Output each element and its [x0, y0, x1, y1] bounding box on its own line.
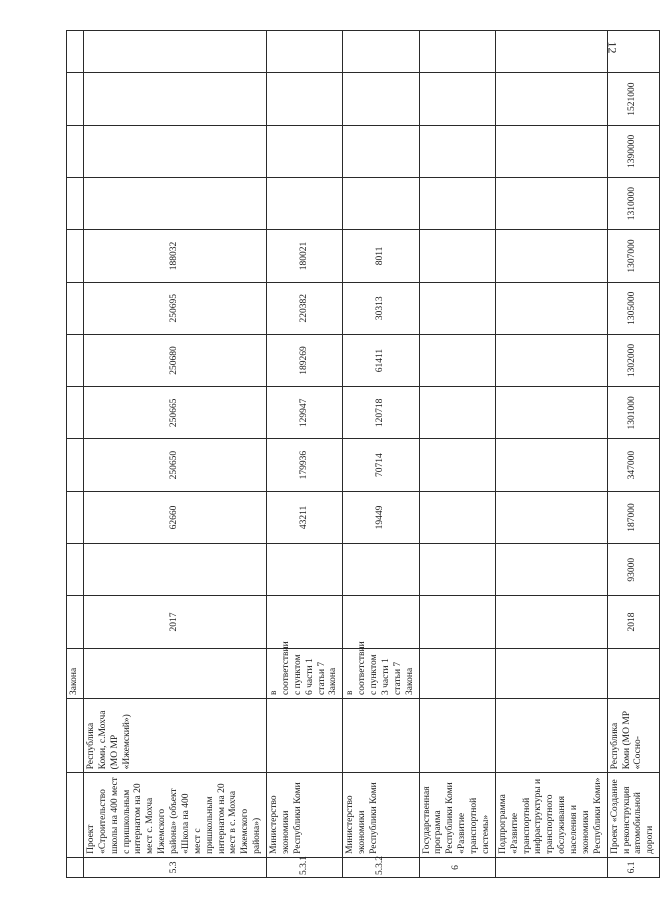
- value-cell: [495, 491, 607, 543]
- value-cell: [83, 73, 266, 125]
- value-cell: 1310000: [607, 178, 660, 230]
- value-cell: [83, 178, 266, 230]
- empty-cell: [495, 31, 607, 73]
- value-cell: 250650: [83, 439, 266, 491]
- empty-cell: [83, 31, 266, 73]
- project-location: [419, 698, 495, 772]
- total-value: [419, 544, 495, 596]
- project-location: [495, 698, 607, 772]
- empty-cell: [267, 31, 343, 73]
- table-header-row: [67, 31, 84, 878]
- program-name: Государственная программа Республики Коми «Развитие транспортной системы»: [419, 773, 495, 857]
- value-cell: [419, 491, 495, 543]
- value-cell: 19449: [343, 491, 419, 543]
- value-cell: [495, 73, 607, 125]
- table-row: [607, 31, 660, 878]
- value-cell: [267, 125, 343, 177]
- value-cell: 1305000: [607, 282, 660, 334]
- value-cell: 8011: [343, 230, 419, 282]
- project-location: Республика Коми, с.Мохча (МО МР «Ижемский»): [83, 698, 266, 772]
- value-cell: 1521000: [607, 73, 660, 125]
- project-location: [267, 698, 343, 772]
- value-cell: 187000: [607, 491, 660, 543]
- start-year: [419, 596, 495, 648]
- header-cell: [67, 230, 84, 282]
- value-cell: 220382: [267, 282, 343, 334]
- header-cell: [67, 439, 84, 491]
- value-cell: [419, 125, 495, 177]
- value-cell: 43211: [267, 491, 343, 543]
- row-number: 5.3: [83, 857, 266, 877]
- page-number: 12: [605, 41, 620, 54]
- table-row: [419, 31, 495, 878]
- empty-cell: [419, 31, 495, 73]
- value-cell: [495, 439, 607, 491]
- value-cell: [419, 387, 495, 439]
- value-cell: [419, 230, 495, 282]
- total-value: 93000: [607, 544, 660, 596]
- rotated-table-wrapper: [66, 30, 656, 878]
- header-cell: [67, 31, 84, 73]
- legal-basis: [607, 648, 660, 698]
- total-value: [495, 544, 607, 596]
- header-cell: [67, 73, 84, 125]
- value-cell: 62660: [83, 491, 266, 543]
- value-cell: 188032: [83, 230, 266, 282]
- subprogram-name: Подпрограмма «Развитие транспортной инфраструктуры и транспортного обслуживания населения и экономики Республики Коми»: [495, 773, 607, 857]
- value-cell: [495, 230, 607, 282]
- header-cell: [67, 387, 84, 439]
- start-year: [267, 596, 343, 648]
- value-cell: 120718: [343, 387, 419, 439]
- header-cell: [67, 698, 84, 772]
- header-cell: [67, 857, 84, 877]
- header-cell: [67, 491, 84, 543]
- header-basis-cell: Закона: [67, 648, 84, 698]
- header-cell: [67, 773, 84, 857]
- empty-cell: [607, 31, 660, 73]
- project-name: Министерство экономики Республики Коми: [267, 773, 343, 857]
- project-name: Проект «Строительство школы на 400 мест с пришкольным интернатом на 20 мест с. Мохча Ижемского района» (объект «Школа на 400 мест с пришкольным интернатом на 20 мест в с. Мохча Ижемского района»): [83, 773, 266, 857]
- project-name: Министерство экономики Республики Коми: [343, 773, 419, 857]
- header-cell: [67, 282, 84, 334]
- investment-projects-table: [66, 30, 660, 878]
- value-cell: 1302000: [607, 334, 660, 386]
- total-value: [343, 544, 419, 596]
- value-cell: [495, 125, 607, 177]
- table-row: [267, 31, 343, 878]
- legal-basis: [495, 648, 607, 698]
- project-location: [343, 698, 419, 772]
- row-number: 6.1: [607, 857, 660, 877]
- value-cell: 1307000: [607, 230, 660, 282]
- value-cell: [343, 125, 419, 177]
- table-row: [495, 31, 607, 878]
- table-row: [83, 31, 266, 878]
- value-cell: 189269: [267, 334, 343, 386]
- value-cell: [495, 334, 607, 386]
- value-cell: [419, 178, 495, 230]
- legal-basis: [83, 648, 266, 698]
- value-cell: [419, 334, 495, 386]
- value-cell: [267, 73, 343, 125]
- legal-basis: в соответствии с пунктом 3 части 1 статьи 7 Закона: [343, 648, 419, 698]
- value-cell: [343, 178, 419, 230]
- value-cell: [419, 73, 495, 125]
- document-table-area: [66, 30, 656, 878]
- project-name: Проект «Создание и реконструкция автомобильной дороги: [607, 773, 660, 857]
- header-cell: [67, 544, 84, 596]
- header-cell: [67, 334, 84, 386]
- legal-basis: в соответствии с пунктом 6 части 1 статьи 7 Закона: [267, 648, 343, 698]
- value-cell: [495, 282, 607, 334]
- value-cell: 30313: [343, 282, 419, 334]
- value-cell: [495, 387, 607, 439]
- start-year: 2017: [83, 596, 266, 648]
- value-cell: [267, 178, 343, 230]
- value-cell: 179936: [267, 439, 343, 491]
- table-row: [343, 31, 419, 878]
- start-year: 2018: [607, 596, 660, 648]
- value-cell: [419, 439, 495, 491]
- total-value: [83, 544, 266, 596]
- value-cell: 129947: [267, 387, 343, 439]
- total-value: [267, 544, 343, 596]
- value-cell: 250665: [83, 387, 266, 439]
- value-cell: 70714: [343, 439, 419, 491]
- row-number: 6: [419, 857, 495, 877]
- start-year: [343, 596, 419, 648]
- value-cell: [83, 125, 266, 177]
- header-cell: [67, 178, 84, 230]
- value-cell: [419, 282, 495, 334]
- empty-cell: [343, 31, 419, 73]
- value-cell: 1301000: [607, 387, 660, 439]
- legal-basis: [419, 648, 495, 698]
- row-number: 5.3.1: [267, 857, 343, 877]
- value-cell: 1390000: [607, 125, 660, 177]
- value-cell: 347000: [607, 439, 660, 491]
- header-cell: [67, 596, 84, 648]
- row-number: 5.3.2: [343, 857, 419, 877]
- value-cell: 250695: [83, 282, 266, 334]
- value-cell: 180021: [267, 230, 343, 282]
- row-number: [495, 857, 607, 877]
- start-year: [495, 596, 607, 648]
- value-cell: [495, 178, 607, 230]
- value-cell: [343, 73, 419, 125]
- project-location: Республика Коми (МО МР «Сосно-: [607, 698, 660, 772]
- value-cell: 250680: [83, 334, 266, 386]
- value-cell: 61411: [343, 334, 419, 386]
- header-cell: [67, 125, 84, 177]
